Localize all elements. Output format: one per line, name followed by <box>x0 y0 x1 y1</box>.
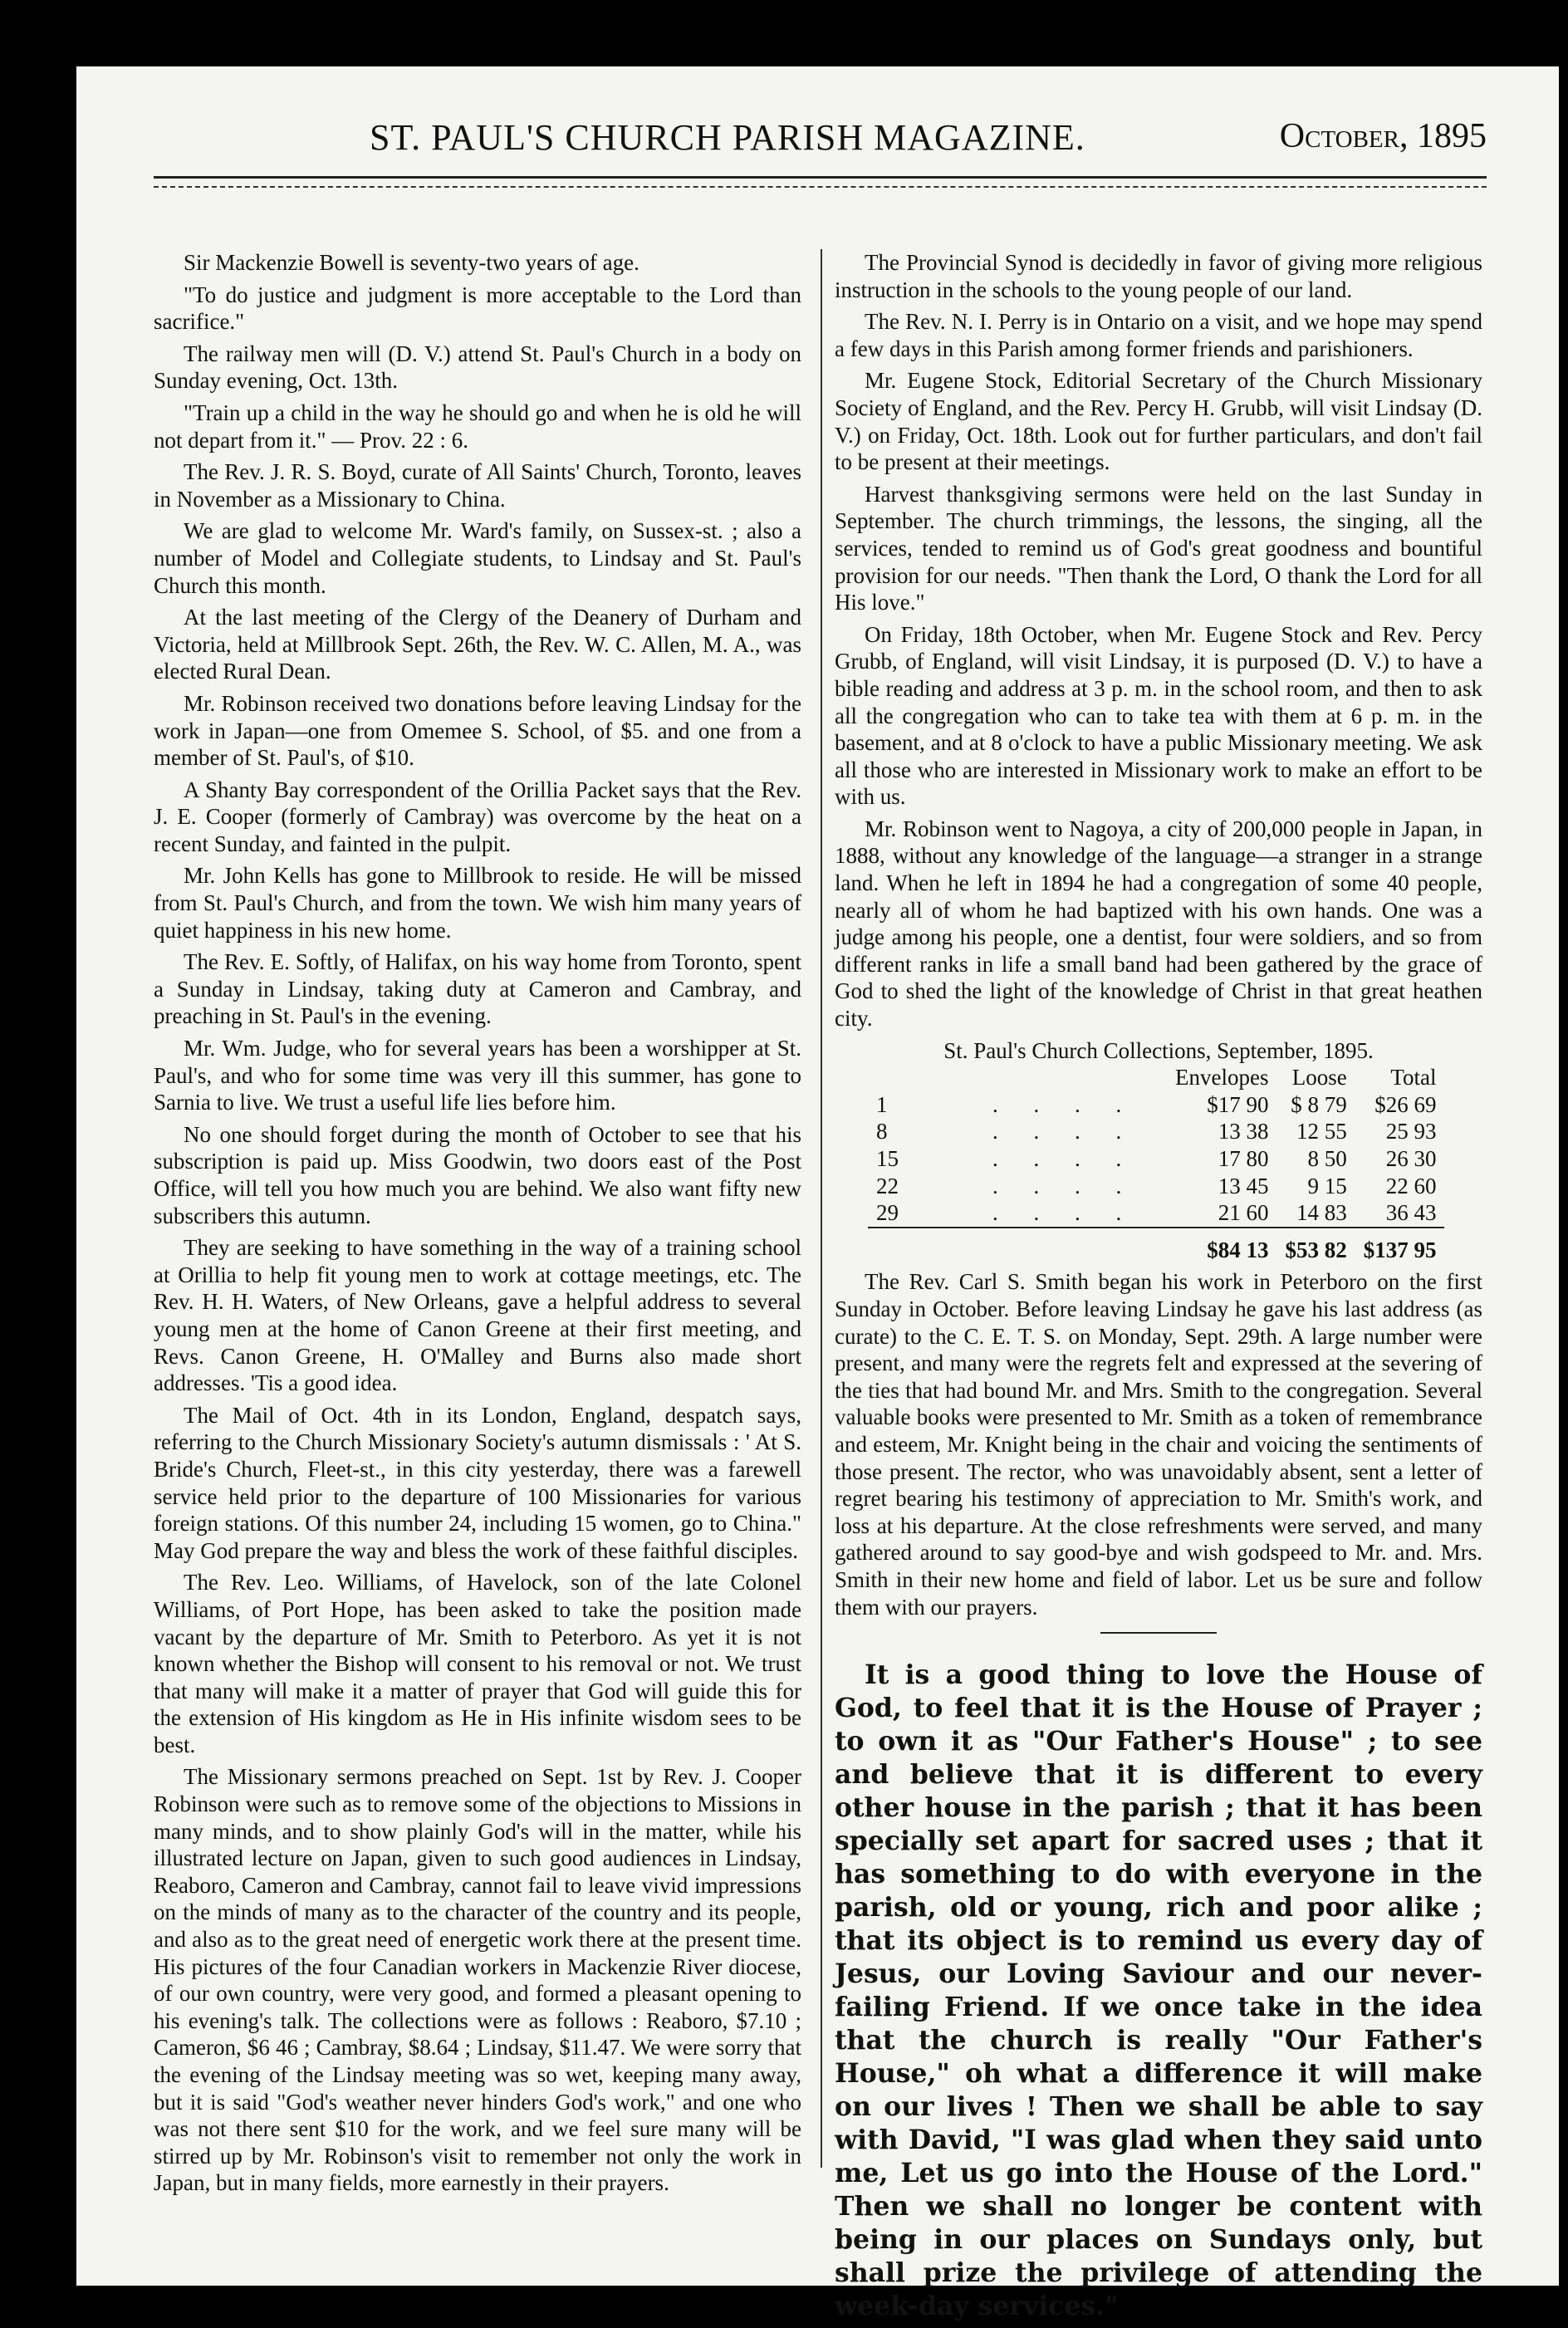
news-item: The Provincial Synod is decidedly in favor of giving more religious instruction in the schools to the young people of our land. <box>835 250 1482 302</box>
news-item: At the last meeting of the Clergy of the Deanery of Durham and Victoria, held at Millbrook Sept. 26th, the Rev. W. C. Allen, M. A., was elected Rural Dean. <box>154 605 801 684</box>
news-item: We are glad to welcome Mr. Ward's family, on Sussex-st. ; also a number of Model and Collegiate students, to Lindsay and St. Paul's Church this month. <box>154 518 801 598</box>
col-header-envelopes: Envelopes <box>1175 1065 1269 1090</box>
news-item: Mr. Robinson went to Nagoya, a city of 200,000 people in Japan, in 1888, without any knowledge of the language—a stranger in a strange land. When he left in 1894 he had a congregation of some 40 people, nearly all of whom he had baptized with his own hands. One was a judge among his people, one a dentist, four were soldiers, and so from different ranks in life a small band had been gathered by the grace of God to shed the light of the knowledge of Christ in that great heathen city. <box>835 816 1482 1032</box>
news-item: The Rev. Carl S. Smith began his work in Peterboro on the first Sunday in October. Before leaving Lindsay he gave his last address (as curate) to the C. E. T. S. on Monday, Sept. 29th. A large number were present, and many were the regrets felt and expressed at the severing of the ties that had bound Mr. and Mrs. Smith to the congregation. Several valuable books were presented to Mr. Smith as a token of remembrance and esteem, Mr. Knight being in the chair and voicing the sentiments of those present. The rector, who was unavoidably absent, sent a letter of regret bearing his testimony of appreciation to Mr. Smith's work, and loss at his departure. At the close refreshments were served, and many gathered around to say good-bye and wish godspeed to Mr. and. Mrs. Smith in their new home and field of labor. Let us be sure and follow them with our prayers. <box>835 1269 1482 1620</box>
loose-cell: 9 15 <box>1307 1173 1347 1198</box>
total-cell: 26 30 <box>1385 1146 1437 1171</box>
news-item: Mr. John Kells has gone to Millbrook to reside. He will be missed from St. Paul's Church, and from the town. We wish him many years of quiet happiness in his new home. <box>154 863 801 943</box>
news-item: The railway men will (D. V.) attend St. Paul's Church in a body on Sunday evening, Oct. 13th. <box>154 341 801 394</box>
collections-header-row <box>868 1064 1444 1091</box>
envelopes-total: $84 13 <box>1167 1228 1276 1264</box>
leader-dots: . . . . <box>992 1200 1137 1226</box>
news-item: The Missionary sermons preached on Sept. 1st by Rev. J. Cooper Robinson were such as to remove some of the objections to Missions in many minds, and to show plainly God's will in the matter, while his illustrated lecture on Japan, given to such good audiences in Lindsay, Reaboro, Cameron and Cambray, cannot fail to leave vivid impressions on the minds of many as to the character of the country and its people, and also as to the great need of energetic work there at the present time. His pictures of the four Canadian workers in Mackenzie River diocese, of our own country, were very good, and formed a pleasant opening to his evening's talk. The collections were as follows : Reaboro, $7.10 ; Cameron, $6 46 ; Cambray, $8.64 ; Lindsay, $11.47. We were sorry that the evening of the Lindsay meeting was so wet, keeping many away, but it is said "God's weather never hinders God's work," and one who was not there sent $10 for the work, and we feel sure many will be stirred up by Mr. Robinson's visit to remember not only the work in Japan, but in many fields, more earnestly in their prayers. <box>154 1764 801 2196</box>
news-item: The Rev. N. I. Perry is in Ontario on a visit, and we hope may spend a few days in this Parish among former friends and parishioners. <box>835 309 1482 361</box>
week-cell: 8 <box>876 1119 888 1144</box>
news-item: Mr. Robinson received two donations before leaving Lindsay for the work in Japan—one from Omemee S. School, of $5. and one from a member of St. Paul's, of $10. <box>154 690 801 771</box>
right-column <box>835 249 1482 2328</box>
envelopes-cell: 13 45 <box>1218 1173 1269 1198</box>
total-cell: $26 69 <box>1374 1091 1437 1117</box>
news-item: The Rev. E. Softly, of Halifax, on his way home from Toronto, spent a Sunday in Lindsay, taking duty at Cameron and Cambray, and preaching in St. Paul's in the evening. <box>154 949 801 1029</box>
news-item: "Train up a child in the way he should go and when he is old he will not depart from it." — Prov. 22 : 6. <box>154 399 801 453</box>
table-row <box>868 1199 1444 1228</box>
closing-passage: It is a good thing to love the House of God, to feel that it is the House of Prayer ; to own it as "Our Father's House" ; to see and believe that it is different to every other house in the parish ; that it has been specially set apart for sacred uses ; that it has something to do with everyone in the parish, old or young, rich and poor alike ; that its object is to remind us every day of Jesus, our Loving Saviour and our never-failing Friend. If we once take in the idea that the church is really "Our Father's House," oh what a difference it will make on our lives ! Then we shall be able to say with David, "I was glad when they said unto me, Let us go into the House of the Lord." Then we shall no longer be content with being in our places on Sundays only, but shall prize the privilege of attending the week-day services." <box>835 1659 1482 2322</box>
header-rule-dashed <box>154 186 1487 188</box>
news-item: They are seeking to have something in the way of a training school at Orillia to help fit young men to work at cottage meetings, etc. The Rev. H. H. Waters, of New Orleans, gave a helpful address to several young men at the home of Canon Greene at their first meeting, and Revs. Canon Greene, H. O'Malley and Burns also made short addresses. 'Tis a good idea. <box>154 1235 801 1396</box>
total-cell: 25 93 <box>1385 1119 1437 1144</box>
news-item: The Mail of Oct. 4th in its London, England, despatch says, referring to the Church Missionary Society's autumn dismissals : ' At S. Bride's Church, Fleet-st., in this city yesterday, there was a farewell service held prior to the departure of 100 Missionaries for various foreign stations. Of this number 24, including 15 women, go to China." May God prepare the way and bless the work of these faithful disciples. <box>154 1402 801 1563</box>
news-item: The Rev. J. R. S. Boyd, curate of All Saints' Church, Toronto, leaves in November as a Missionary to China. <box>154 459 801 512</box>
news-item: Harvest thanksgiving sermons were held on the last Sunday in September. The church trimmings, the lessons, the singing, all the services, tended to remind us of God's great goodness and bountiful provision for our needs. "Then thank the Lord, O thank the Lord for all His love." <box>835 481 1482 615</box>
total-cell: 36 43 <box>1385 1200 1437 1226</box>
news-item: "To do justice and judgment is more acceptable to the Lord than sacrifice." <box>154 282 801 335</box>
loose-cell: $ 8 79 <box>1291 1091 1347 1117</box>
totals-row <box>868 1228 1444 1264</box>
left-column <box>154 249 801 2202</box>
section-rule <box>1100 1632 1217 1634</box>
leader-dots: . . . . <box>992 1173 1137 1198</box>
col-header-loose: Loose <box>1291 1065 1347 1090</box>
news-item: Mr. Eugene Stock, Editorial Secretary of the Church Missionary Society of England, and the Rev. Percy H. Grubb, will visit Lindsay (D. V.) on Friday, Oct. 18th. Look out for further particulars, and don't fail to be present at their meetings. <box>835 368 1482 475</box>
col-header-total: Total <box>1390 1065 1437 1090</box>
envelopes-cell: 17 80 <box>1218 1146 1269 1171</box>
header-rule <box>154 176 1487 179</box>
week-cell: 1 <box>876 1091 888 1117</box>
table-row <box>868 1091 1444 1119</box>
news-item: On Friday, 18th October, when Mr. Eugene Stock and Rev. Percy Grubb, of England, will visit Lindsay, it is purposed (D. V.) to have a bible reading and address at 3 p. m. in the school room, and then to ask all the congregation who can to take tea with them at 6 p. m. in the basement, and at 8 o'clock to have a public Missionary meeting. We ask all those who are interested in Missionary work to make an effort to be with us. <box>835 621 1482 810</box>
column-divider <box>821 249 822 2168</box>
loose-cell: 12 55 <box>1296 1119 1347 1144</box>
leader-dots: . . . . <box>992 1091 1137 1117</box>
leader-dots: . . . . <box>992 1119 1137 1144</box>
table-row <box>868 1173 1444 1200</box>
news-item: Mr. Wm. Judge, who for several years has been a worshipper at St. Paul's, and who for some time was very ill this summer, has gone to Sarnia to live. We trust a useful life lies before him. <box>154 1036 801 1115</box>
table-row <box>868 1145 1444 1173</box>
envelopes-cell: 21 60 <box>1218 1200 1269 1226</box>
loose-cell: 8 50 <box>1307 1146 1347 1171</box>
news-item: A Shanty Bay correspondent of the Orillia Packet says that the Rev. J. E. Cooper (formerly of Cambray) was overcome by the heat on a recent Sunday, and fainted in the pulpit. <box>154 777 801 856</box>
envelopes-cell: $17 90 <box>1207 1091 1269 1117</box>
table-row <box>868 1118 1444 1145</box>
week-cell: 15 <box>876 1146 899 1171</box>
news-item: Sir Mackenzie Bowell is seventy-two years of age. <box>184 250 639 275</box>
magazine-title: ST. PAUL'S CHURCH PARISH MAGAZINE. <box>370 117 1085 158</box>
loose-total: $53 82 <box>1276 1228 1355 1264</box>
envelopes-cell: 13 38 <box>1218 1119 1269 1144</box>
news-item: The Rev. Leo. Williams, of Havelock, son of the late Colonel Williams, of Port Hope, has been asked to take the position made vacant by the departure of Mr. Smith to Peterboro. As yet it is not known whether the Bishop will consent to his removal or not. We trust that many will make it a matter of prayer that God will guide this for the extension of His kingdom as He in His infinite wisdom sees to be best. <box>154 1570 801 1757</box>
grand-total: $137 95 <box>1355 1228 1445 1264</box>
news-item: No one should forget during the month of October to see that his subscription is paid up. Miss Goodwin, two doors east of the Post Office, will tell you how much you are behind. We also want fifty new subscribers this autumn. <box>154 1121 801 1228</box>
week-cell: 22 <box>876 1173 899 1198</box>
page-header <box>83 116 1487 208</box>
collections-table <box>868 1064 1444 1263</box>
collections-title: St. Paul's Church Collections, September, 1895. <box>943 1037 1374 1063</box>
week-cell: 29 <box>876 1200 899 1226</box>
total-cell: 22 60 <box>1385 1173 1437 1198</box>
leader-dots: . . . . <box>992 1146 1137 1171</box>
issue-date: October, 1895 <box>1279 117 1487 155</box>
loose-cell: 14 83 <box>1296 1200 1347 1226</box>
